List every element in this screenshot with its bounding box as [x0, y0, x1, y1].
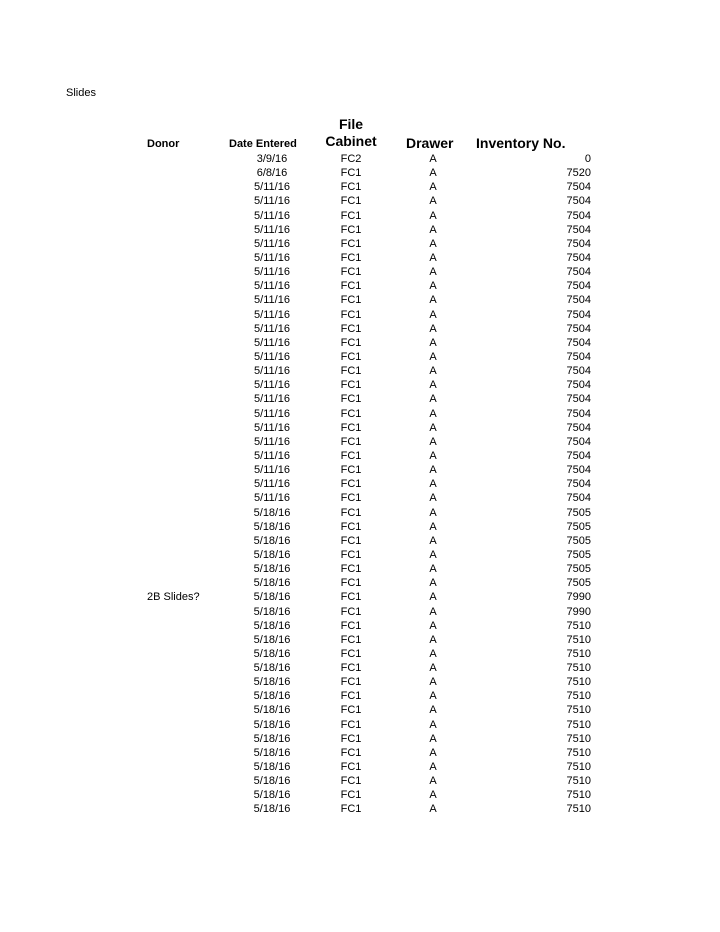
table-row: [0, 633, 720, 647]
table-row: [0, 548, 720, 562]
cell-inventory-no: 7510: [566, 704, 591, 717]
cell-date-entered: 5/18/16: [253, 633, 291, 646]
cell-date-entered: 5/11/16: [254, 393, 290, 406]
cell-inventory-no: 7504: [566, 251, 591, 264]
cell-date-entered: 5/18/16: [253, 704, 291, 717]
cell-file-cabinet: FC1: [340, 266, 362, 279]
cell-file-cabinet: FC2: [340, 153, 362, 165]
cell-donor: 2B Slides?: [147, 591, 200, 604]
cell-drawer: A: [429, 365, 437, 378]
cell-inventory-no: 7504: [566, 492, 591, 505]
cell-drawer: A: [429, 266, 437, 279]
cell-file-cabinet: FC1: [340, 662, 362, 675]
cell-date-entered: 5/18/16: [253, 662, 291, 675]
cell-date-entered: 5/11/16: [254, 449, 290, 462]
cell-date-entered: 5/11/16: [254, 209, 290, 222]
cell-date-entered: 5/11/16: [254, 308, 290, 321]
cell-file-cabinet: FC1: [340, 322, 362, 335]
cell-file-cabinet: FC1: [340, 336, 362, 349]
cell-inventory-no: 7504: [566, 294, 591, 307]
table-row: [0, 336, 720, 350]
table-row: [0, 209, 720, 223]
cell-date-entered: 5/11/16: [254, 464, 290, 477]
table-row: [0, 364, 720, 378]
cell-inventory-no: 7510: [566, 775, 591, 788]
cell-drawer: A: [429, 548, 437, 561]
cell-date-entered: 5/11/16: [254, 421, 290, 434]
cell-drawer: A: [429, 662, 437, 675]
cell-file-cabinet: FC1: [340, 789, 362, 802]
cell-file-cabinet: FC1: [340, 718, 362, 731]
table-row: [0, 421, 720, 435]
cell-drawer: A: [429, 350, 437, 363]
cell-date-entered: 5/18/16: [253, 591, 291, 604]
cell-inventory-no: 7504: [566, 421, 591, 434]
cell-file-cabinet: FC1: [340, 478, 362, 491]
cell-date-entered: 5/11/16: [254, 223, 290, 236]
cell-date-entered: 5/11/16: [254, 435, 290, 448]
cell-file-cabinet: FC1: [340, 449, 362, 462]
table-row: [0, 689, 720, 703]
cell-inventory-no: 7520: [566, 167, 591, 180]
cell-drawer: A: [429, 435, 437, 448]
cell-date-entered: 5/18/16: [253, 619, 291, 632]
table-row: [0, 802, 720, 816]
cell-date-entered: 5/18/16: [253, 761, 291, 774]
table-row: [0, 194, 720, 208]
cell-file-cabinet: FC1: [340, 732, 362, 745]
cell-date-entered: 5/11/16: [254, 280, 290, 293]
cell-inventory-no: 7510: [566, 690, 591, 703]
cell-inventory-no: 7510: [566, 619, 591, 632]
table-row: [0, 703, 720, 717]
cell-drawer: A: [429, 775, 437, 788]
cell-inventory-no: 7505: [566, 520, 591, 533]
cell-file-cabinet: FC1: [340, 407, 362, 420]
cell-drawer: A: [429, 803, 437, 816]
table-row: [0, 562, 720, 576]
cell-drawer: A: [429, 506, 437, 519]
cell-drawer: A: [429, 563, 437, 576]
table-row: [0, 378, 720, 392]
cell-date-entered: 5/11/16: [254, 478, 290, 491]
cell-inventory-no: 7504: [566, 237, 591, 250]
cell-date-entered: 5/11/16: [254, 407, 290, 420]
cell-file-cabinet: FC1: [340, 746, 362, 759]
table-row: [0, 619, 720, 633]
cell-inventory-no: 7990: [566, 591, 591, 604]
cell-date-entered: 5/11/16: [254, 266, 290, 279]
cell-date-entered: 5/11/16: [254, 492, 290, 505]
cell-drawer: A: [429, 336, 437, 349]
table-row: [0, 718, 720, 732]
cell-drawer: A: [429, 280, 437, 293]
cell-inventory-no: 7510: [566, 746, 591, 759]
cell-file-cabinet: FC1: [340, 633, 362, 646]
inventory-table-body: [0, 152, 720, 817]
cell-drawer: A: [429, 308, 437, 321]
cell-inventory-no: 7990: [566, 605, 591, 618]
table-row: [0, 449, 720, 463]
table-row: [0, 491, 720, 505]
cell-drawer: A: [429, 393, 437, 406]
cell-date-entered: 5/18/16: [253, 548, 291, 561]
cell-inventory-no: 7504: [566, 393, 591, 406]
cell-drawer: A: [429, 761, 437, 774]
cell-inventory-no: 7505: [566, 563, 591, 576]
cell-date-entered: 5/11/16: [254, 365, 290, 378]
cell-file-cabinet: FC1: [340, 647, 362, 660]
cell-file-cabinet: FC1: [340, 308, 362, 321]
cell-file-cabinet: FC1: [340, 365, 362, 378]
cell-inventory-no: 7510: [566, 803, 591, 816]
cell-file-cabinet: FC1: [340, 563, 362, 576]
cell-drawer: A: [429, 167, 437, 180]
cell-drawer: A: [429, 181, 437, 194]
cell-drawer: A: [429, 153, 437, 165]
cell-file-cabinet: FC1: [340, 619, 362, 632]
cell-file-cabinet: FC1: [340, 350, 362, 363]
cell-drawer: A: [429, 647, 437, 660]
cell-inventory-no: 7504: [566, 350, 591, 363]
table-row: [0, 223, 720, 237]
cell-inventory-no: 7510: [566, 662, 591, 675]
table-row: [0, 350, 720, 364]
cell-file-cabinet: FC1: [340, 195, 362, 208]
cell-date-entered: 5/18/16: [253, 732, 291, 745]
cell-date-entered: 5/18/16: [253, 534, 291, 547]
cell-drawer: A: [429, 421, 437, 434]
table-row: [0, 477, 720, 491]
cell-inventory-no: 7505: [566, 548, 591, 561]
cell-drawer: A: [429, 492, 437, 505]
column-header-drawer: Drawer: [406, 135, 454, 151]
cell-file-cabinet: FC1: [340, 704, 362, 717]
table-row: [0, 392, 720, 406]
table-row: [0, 605, 720, 619]
cell-file-cabinet: FC1: [340, 690, 362, 703]
cell-inventory-no: 7504: [566, 365, 591, 378]
cell-drawer: A: [429, 718, 437, 731]
table-row: [0, 435, 720, 449]
cell-drawer: A: [429, 605, 437, 618]
cell-inventory-no: 7504: [566, 449, 591, 462]
cell-date-entered: 5/11/16: [254, 237, 290, 250]
cell-date-entered: 5/11/16: [254, 336, 290, 349]
cell-inventory-no: 7504: [566, 223, 591, 236]
table-row: [0, 180, 720, 194]
table-row: [0, 520, 720, 534]
cell-file-cabinet: FC1: [340, 209, 362, 222]
column-header-donor: Donor: [147, 138, 180, 150]
column-header-row: [0, 116, 720, 152]
cell-file-cabinet: FC1: [340, 280, 362, 293]
cell-file-cabinet: FC1: [340, 676, 362, 689]
cell-inventory-no: 7504: [566, 435, 591, 448]
cell-inventory-no: 7504: [566, 478, 591, 491]
cell-inventory-no: 7510: [566, 718, 591, 731]
table-row: [0, 251, 720, 265]
cell-drawer: A: [429, 237, 437, 250]
cell-drawer: A: [429, 449, 437, 462]
cell-file-cabinet: FC1: [340, 775, 362, 788]
table-row: [0, 590, 720, 604]
cell-drawer: A: [429, 746, 437, 759]
cell-inventory-no: 7510: [566, 676, 591, 689]
table-row: [0, 265, 720, 279]
cell-drawer: A: [429, 676, 437, 689]
cell-date-entered: 5/18/16: [253, 789, 291, 802]
column-header-file-cabinet: [318, 116, 384, 150]
cell-drawer: A: [429, 195, 437, 208]
cell-date-entered: 5/18/16: [253, 718, 291, 731]
cell-inventory-no: 7504: [566, 336, 591, 349]
column-header-date-entered: Date Entered: [229, 138, 297, 150]
table-row: [0, 647, 720, 661]
cell-date-entered: 5/18/16: [253, 506, 291, 519]
table-row: [0, 576, 720, 590]
cell-drawer: A: [429, 407, 437, 420]
cell-inventory-no: 7504: [566, 308, 591, 321]
cell-inventory-no: 7504: [566, 195, 591, 208]
cell-date-entered: 5/18/16: [253, 563, 291, 576]
cell-inventory-no: 7505: [566, 534, 591, 547]
cell-file-cabinet: FC1: [340, 534, 362, 547]
column-header-file-cabinet-line2: Cabinet: [325, 133, 377, 149]
cell-inventory-no: 7510: [566, 633, 591, 646]
cell-date-entered: 5/18/16: [253, 605, 291, 618]
cell-drawer: A: [429, 690, 437, 703]
cell-file-cabinet: FC1: [340, 181, 362, 194]
cell-date-entered: 5/11/16: [254, 379, 290, 392]
column-header-file-cabinet-line1: File: [338, 116, 364, 132]
cell-inventory-no: 7504: [566, 464, 591, 477]
cell-file-cabinet: FC1: [340, 167, 362, 180]
table-row: [0, 166, 720, 180]
cell-date-entered: 5/11/16: [254, 195, 290, 208]
cell-inventory-no: 7504: [566, 280, 591, 293]
table-row: [0, 675, 720, 689]
cell-file-cabinet: FC1: [340, 223, 362, 236]
table-row: [0, 279, 720, 293]
cell-date-entered: 5/18/16: [253, 647, 291, 660]
cell-inventory-no: 7504: [566, 266, 591, 279]
cell-date-entered: 5/18/16: [253, 803, 291, 816]
cell-date-entered: 5/18/16: [253, 520, 291, 533]
cell-inventory-no: 7510: [566, 732, 591, 745]
cell-date-entered: 5/18/16: [253, 746, 291, 759]
cell-file-cabinet: FC1: [340, 605, 362, 618]
cell-drawer: A: [429, 704, 437, 717]
table-row: [0, 322, 720, 336]
table-row: [0, 506, 720, 520]
cell-drawer: A: [429, 633, 437, 646]
cell-drawer: A: [429, 209, 437, 222]
cell-file-cabinet: FC1: [340, 803, 362, 816]
cell-file-cabinet: FC1: [340, 591, 362, 604]
cell-inventory-no: 7510: [566, 647, 591, 660]
table-row: [0, 407, 720, 421]
cell-file-cabinet: FC1: [340, 237, 362, 250]
cell-drawer: A: [429, 322, 437, 335]
table-row: [0, 152, 720, 166]
cell-date-entered: 5/18/16: [253, 775, 291, 788]
table-row: [0, 661, 720, 675]
cell-date-entered: 5/11/16: [254, 294, 290, 307]
cell-drawer: A: [429, 478, 437, 491]
cell-date-entered: 5/18/16: [253, 676, 291, 689]
cell-inventory-no: 7504: [566, 181, 591, 194]
cell-file-cabinet: FC1: [340, 294, 362, 307]
cell-file-cabinet: FC1: [340, 464, 362, 477]
cell-file-cabinet: FC1: [340, 492, 362, 505]
cell-inventory-no: 7505: [566, 577, 591, 590]
cell-inventory-no: 7504: [566, 407, 591, 420]
cell-drawer: A: [429, 619, 437, 632]
cell-inventory-no: 7504: [566, 379, 591, 392]
cell-file-cabinet: FC1: [340, 761, 362, 774]
table-row: [0, 760, 720, 774]
column-header-inventory-no: Inventory No.: [476, 135, 566, 151]
cell-file-cabinet: FC1: [340, 379, 362, 392]
cell-inventory-no: 7510: [566, 789, 591, 802]
cell-file-cabinet: FC1: [340, 577, 362, 590]
cell-drawer: A: [429, 379, 437, 392]
cell-inventory-no: 7504: [566, 209, 591, 222]
cell-date-entered: 5/18/16: [253, 577, 291, 590]
cell-inventory-no: 7510: [566, 761, 591, 774]
sheet-title: Slides: [66, 87, 96, 99]
table-row: [0, 788, 720, 802]
cell-drawer: A: [429, 251, 437, 264]
table-row: [0, 534, 720, 548]
cell-date-entered: 5/18/16: [253, 690, 291, 703]
table-row: [0, 746, 720, 760]
cell-inventory-no: 0: [584, 153, 591, 165]
cell-drawer: A: [429, 732, 437, 745]
table-row: [0, 293, 720, 307]
cell-file-cabinet: FC1: [340, 421, 362, 434]
table-row: [0, 237, 720, 251]
cell-date-entered: 5/11/16: [254, 322, 290, 335]
cell-drawer: A: [429, 223, 437, 236]
cell-drawer: A: [429, 294, 437, 307]
cell-date-entered: 5/11/16: [254, 251, 290, 264]
cell-drawer: A: [429, 534, 437, 547]
table-row: [0, 732, 720, 746]
cell-drawer: A: [429, 591, 437, 604]
cell-file-cabinet: FC1: [340, 435, 362, 448]
table-row: [0, 463, 720, 477]
table-row: [0, 774, 720, 788]
cell-drawer: A: [429, 577, 437, 590]
cell-date-entered: 6/8/16: [256, 167, 288, 180]
cell-inventory-no: 7505: [566, 506, 591, 519]
cell-inventory-no: 7504: [566, 322, 591, 335]
cell-date-entered: 5/11/16: [254, 181, 290, 194]
cell-file-cabinet: FC1: [340, 393, 362, 406]
cell-drawer: A: [429, 464, 437, 477]
cell-file-cabinet: FC1: [340, 251, 362, 264]
cell-drawer: A: [429, 789, 437, 802]
cell-date-entered: 5/11/16: [254, 350, 290, 363]
cell-date-entered: 3/9/16: [256, 153, 288, 165]
cell-file-cabinet: FC1: [340, 548, 362, 561]
cell-drawer: A: [429, 520, 437, 533]
table-row: [0, 308, 720, 322]
cell-file-cabinet: FC1: [340, 520, 362, 533]
cell-file-cabinet: FC1: [340, 506, 362, 519]
